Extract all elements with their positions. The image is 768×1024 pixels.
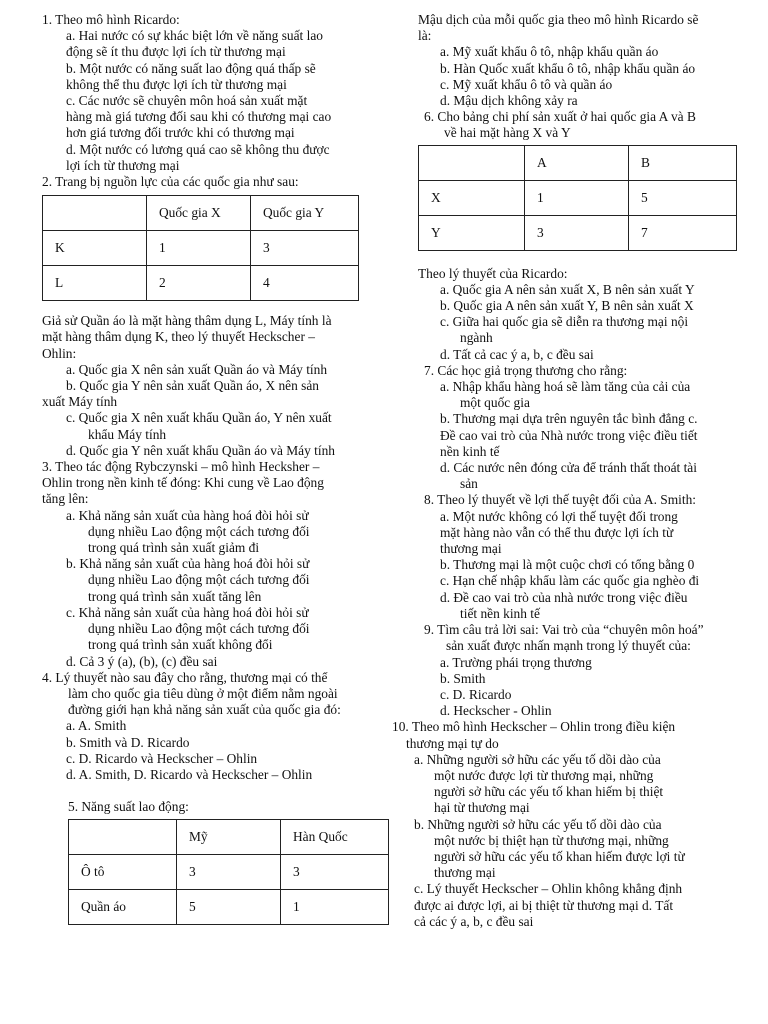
text-line: Đề cao vai trò của Nhà nước trong việc điều tiết [440, 427, 698, 443]
text-line: c. D. Ricardo và Heckscher – Ohlin [66, 750, 258, 766]
text-line: d. Heckscher - Ohlin [440, 703, 552, 719]
text-line: d. Tất cả cac ý a, b, c đều sai [440, 346, 594, 362]
text-line: làm cho quốc gia tiêu dùng ở một điểm nằm ngoài [68, 685, 338, 701]
text-line: 6. Cho bảng chi phí sản xuất ở hai quốc gia A và B [424, 109, 696, 125]
table-row [419, 215, 737, 250]
table-header-cell: B [629, 145, 737, 180]
table-cell: 3 [281, 855, 389, 890]
table-header-cell: A [525, 145, 629, 180]
table-cell: 7 [629, 215, 737, 250]
table-header-cell: Mỹ [177, 820, 281, 855]
table-header-row [419, 145, 737, 180]
text-line: sản xuất được nhấn mạnh trong lý thuyết của: [446, 638, 691, 654]
text-line: c. Quốc gia X nên xuất khẩu Quần áo, Y nên xuất [66, 410, 332, 426]
text-line: động sẽ ít thu được lợi ích từ thương mại [66, 44, 286, 60]
table-cell: K [43, 231, 147, 266]
text-line: trong quá trình sản xuất không đổi [88, 637, 273, 653]
table-header-cell [419, 145, 525, 180]
text-line: c. Lý thuyết Heckscher – Ohlin không khẳng định [414, 881, 683, 897]
table-cell: 5 [629, 180, 737, 215]
text-line: d. Đề cao vai trò của nhà nước trong việc điều [440, 589, 688, 605]
table-header-cell: Hàn Quốc [281, 820, 389, 855]
table-cell: Quần áo [69, 890, 177, 925]
text-line: dụng nhiều Lao động một cách tương đối [88, 572, 310, 588]
text-line: mặt hàng nào vẫn có thể thu được lợi ích từ [440, 524, 674, 540]
text-line: Mậu dịch của mỗi quốc gia theo mô hình Ricardo sẽ [418, 12, 699, 27]
text-line: là: [418, 28, 432, 44]
q5-label: 5. Năng suất lao động: [68, 799, 189, 815]
text-line: d. Mậu dịch không xảy ra [440, 93, 578, 109]
text-line: một nước được lợi từ thương mại, những [434, 767, 654, 783]
text-line: trong quá trình sản xuất giảm đi [88, 540, 260, 556]
text-line: d. Một nước có lương quá cao sẽ không thu được [66, 141, 330, 157]
text-line: a. Quốc gia X nên sản xuất Quần áo và Máy tính [66, 361, 328, 377]
text-line: 9. Tìm câu trả lời sai: Vai trò của “chuyên môn hoá” [424, 622, 704, 638]
text-line: a. Một nước không có lợi thế tuyệt đối trong [440, 508, 678, 524]
text-line: người sở hữu các yếu tố khan hiếm được lợi từ [434, 848, 685, 864]
text-line: b. Khả năng sản xuất của hàng hoá đòi hỏi sử [66, 556, 310, 572]
text-line: b. Một nước có năng suất lao động quá thấp sẽ [66, 60, 316, 76]
text-line: thương mại [434, 865, 496, 881]
right-column [392, 12, 742, 930]
text-line: Giả sử Quần áo là mặt hàng thâm dụng L, Máy tính là [42, 313, 332, 329]
text-line: một nước bị thiệt hạn từ thương mại, những [434, 832, 669, 848]
q5-q6-block [392, 12, 742, 142]
text-line: a. Mỹ xuất khẩu ô tô, nhập khẩu quần áo [440, 44, 659, 60]
text-line: thương mại [440, 541, 502, 557]
table-header-cell [43, 196, 147, 231]
text-line: a. Quốc gia A nên sản xuất X, B nên sản xuất Y [440, 281, 695, 297]
table-cell: 3 [525, 215, 629, 250]
text-line: b. Quốc gia Y nên sản xuất Quần áo, X nên sản [66, 378, 319, 394]
table-cell: 3 [251, 231, 359, 266]
text-line: Theo lý thuyết của Ricardo: [418, 265, 568, 281]
text-line: dụng nhiều Lao động một cách tương đối [88, 621, 310, 637]
table-cell: L [43, 266, 147, 301]
text-line: d. Các nước nên đóng cửa để tránh thất thoát tài [440, 460, 697, 476]
text-line: c. Giữa hai quốc gia sẽ diễn ra thương mại nội [440, 314, 689, 330]
text-line: một quốc gia [460, 395, 530, 411]
text-line: không thể thu được lợi ích từ thương mại [66, 76, 287, 92]
text-line: c. Hạn chế nhập khẩu làm các quốc gia nghèo đi [440, 573, 700, 589]
text-line: nền kinh tế [440, 443, 500, 459]
table-cell: Ô tô [69, 855, 177, 890]
text-line: c. Mỹ xuất khẩu ô tô và quần áo [440, 76, 613, 92]
text-line: b. Smith và D. Ricardo [66, 734, 190, 750]
table-row [43, 266, 359, 301]
table-cell: X [419, 180, 525, 215]
table-header-row [69, 820, 389, 855]
text-line: d. Quốc gia Y nên xuất khẩu Quần áo và Máy tính [66, 442, 335, 458]
text-line: d. A. Smith, D. Ricardo và Heckscher – Ohlin [66, 766, 313, 782]
q6-q10-block [392, 266, 742, 930]
text-line: về hai mặt hàng X và Y [444, 125, 571, 141]
text-line: hại từ thương mại [434, 800, 530, 816]
q2-q4-block [42, 313, 384, 783]
table-header-row [43, 196, 359, 231]
text-line: a. Hai nước có sự khác biệt lớn về năng suất lao [66, 28, 323, 44]
text-line: b. Hàn Quốc xuất khẩu ô tô, nhập khẩu quần áo [440, 60, 696, 76]
text-line: b. Quốc gia A nên sản xuất Y, B nên sản xuất X [440, 298, 694, 314]
text-line: c. Khả năng sản xuất của hàng hoá đòi hỏi sử [66, 604, 309, 620]
text-line: c. Các nước sẽ chuyên môn hoá sản xuất mặt [66, 93, 308, 109]
text-line: ngành [460, 330, 493, 346]
text-line: 10. Theo mô hình Heckscher – Ohlin trong điều kiện [392, 719, 676, 735]
text-line: thương mại tự do [406, 735, 499, 751]
text-line: tiết nền kinh tế [460, 605, 540, 621]
left-column [42, 12, 384, 925]
q1-q2-block [42, 12, 384, 190]
table-cell: 1 [525, 180, 629, 215]
text-line: xuất Máy tính [42, 394, 118, 410]
text-line: dụng nhiều Lao động một cách tương đối [88, 523, 310, 539]
text-line: khẩu Máy tính [88, 426, 167, 442]
text-line: b. Thương mại là một cuộc chơi có tổng bằng 0 [440, 557, 695, 573]
text-line: 2. Trang bị nguồn lực của các quốc gia như sau: [42, 174, 299, 190]
text-line: người sở hữu các yếu tố khan hiếm bị thiệt [434, 784, 664, 800]
table-header-cell [69, 820, 177, 855]
table-row [419, 180, 737, 215]
text-line: hơn giá tương đối trước khi có thương mại [66, 125, 295, 141]
table-header-cell: Quốc gia Y [251, 196, 359, 231]
text-line: lợi ích từ thương mại [66, 157, 180, 173]
text-line: 1. Theo mô hình Ricardo: [42, 12, 180, 27]
text-line: a. Nhập khẩu hàng hoá sẽ làm tăng của cải của [440, 379, 691, 395]
table-cell: 2 [147, 266, 251, 301]
text-line: a. A. Smith [66, 718, 127, 734]
table-cell: 1 [147, 231, 251, 266]
text-line: mặt hàng thâm dụng K, theo lý thuyết Heckscher – [42, 329, 315, 345]
table-cell: Y [419, 215, 525, 250]
table-cell: 1 [281, 890, 389, 925]
table-cell: 3 [177, 855, 281, 890]
text-line: 4. Lý thuyết nào sau đây cho rằng, thương mại có thể [42, 669, 328, 685]
text-line: Ohlin trong nền kinh tế đóng: Khi cung về Lao động [42, 475, 324, 491]
table-row [69, 890, 389, 925]
text-line: c. D. Ricardo [440, 686, 512, 702]
text-line: a. Trường phái trọng thương [440, 654, 592, 670]
cost-table [418, 145, 737, 251]
text-line: a. Những người sở hữu các yếu tố dồi dào của [414, 751, 661, 767]
text-line: b. Smith [440, 670, 486, 686]
table-row [43, 231, 359, 266]
text-line: cả các ý a, b, c đều sai [414, 913, 534, 929]
text-line: 8. Theo lý thuyết về lợi thế tuyệt đối của A. Smith: [424, 492, 697, 508]
text-line: tăng lên: [42, 491, 89, 507]
table-row [69, 855, 389, 890]
text-line: 7. Các học giả trọng thương cho rằng: [424, 362, 628, 378]
text-line: b. Những người sở hữu các yếu tố dồi dào của [414, 816, 662, 832]
table-cell: 5 [177, 890, 281, 925]
text-line: trong quá trình sản xuất tăng lên [88, 588, 262, 604]
resource-table [42, 195, 359, 301]
text-line: đường giới hạn khả năng sản xuất của quốc gia đó: [68, 702, 341, 718]
text-line: b. Thương mại dựa trên nguyên tắc bình đẳng c. [440, 411, 698, 427]
text-line: được ai được lợi, ai bị thiệt từ thương mại d. Tất [414, 897, 674, 913]
text-line: a. Khả năng sản xuất của hàng hoá đòi hỏi sử [66, 507, 309, 523]
text-line: hàng mà giá tương đối sau khi có thương mại cao [66, 109, 332, 125]
text-line: sản [460, 476, 478, 492]
text-line: d. Cả 3 ý (a), (b), (c) đều sai [66, 653, 218, 669]
table-header-cell: Quốc gia X [147, 196, 251, 231]
text-line: Ohlin: [42, 345, 77, 361]
table-cell: 4 [251, 266, 359, 301]
text-line: 3. Theo tác động Rybczynski – mô hình Hecksher – [42, 459, 320, 475]
labor-productivity-table [68, 819, 389, 925]
